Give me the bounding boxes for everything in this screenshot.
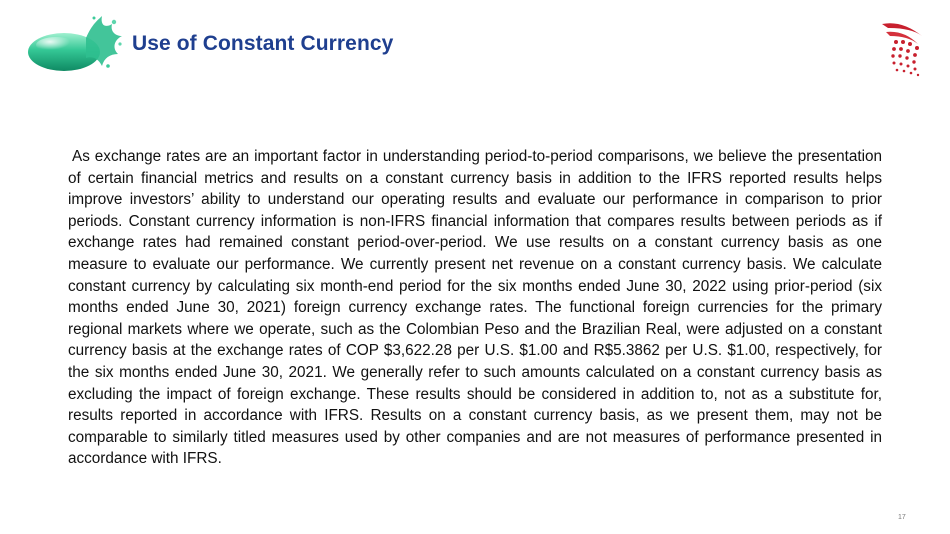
green-capsule-splash-icon	[24, 14, 124, 76]
page-number: 17	[898, 514, 906, 521]
page-title: Use of Constant Currency	[132, 32, 394, 55]
red-dot-swirl-icon	[878, 18, 930, 80]
body-paragraph: As exchange rates are an important factor in understanding period-to-period comparisons, we believe the presentation of certain financial metrics and results on a constant currency basis in addition to the IFRS reported results helps improve investors’ ability to understand our operating results and evaluate our performance in comparison to prior periods. Constant currency information is non-IFRS financial information that compares results between periods as if exchange rates had remained constant period-over-period. We use results on a constant currency basis as one measure to evaluate our performance. We currently present net revenue on a constant currency basis. We calculate constant currency by calculating six month-end period for the six months ended June 30, 2022 using prior-period (six months ended June 30, 2021) foreign currency exchange rates. The functional foreign currencies for the primary regional markets where we operate, such as the Colombian Peso and the Brazilian Real, were adjusted on a constant currency basis at the exchange rates of COP $3,622.28 per U.S. $1.00 and R$5.3862 per U.S. $1.00, respectively, for the six months ended June 30, 2021. We generally refer to such amounts calculated on a constant currency basis as excluding the impact of foreign exchange. These results should be considered in addition to, not as a substitute for, results reported in accordance with IFRS. Results on a constant currency basis, as we present them, may not be comparable to similarly titled measures used by other companies and are not measures of performance presented in accordance with IFRS.	[68, 148, 882, 468]
